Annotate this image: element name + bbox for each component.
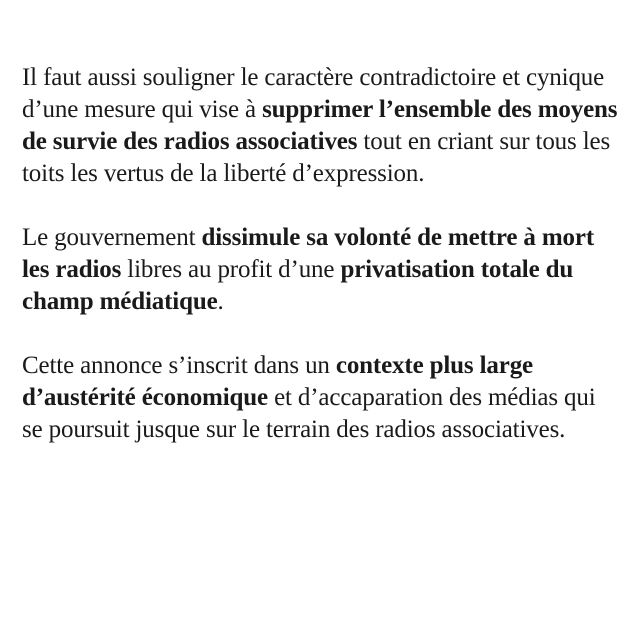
paragraph-text: libres au profit d’une: [121, 256, 341, 283]
emphasis-text: contexte plus large d’austérité économique: [22, 352, 533, 411]
paragraph-text: Il faut aussi souligner le caractère contradictoire et cynique d’une mesure qui vise à: [22, 64, 605, 123]
document-body: [22, 62, 622, 446]
emphasis-text: dissimule sa volonté de mettre à mort les radios: [22, 224, 595, 283]
emphasis-text: supprimer l’ensemble des moyens de survie des radios associatives: [22, 96, 618, 155]
paragraph-text: .: [217, 288, 224, 315]
paragraph-text: Cette annonce s’inscrit dans un: [22, 352, 336, 379]
paragraph-1: [22, 62, 622, 190]
paragraph-text: et d’accaparation des médias qui se poursuit jusque sur le terrain des radios associatives.: [22, 384, 596, 443]
paragraph-text: Le gouvernement: [22, 224, 202, 251]
paragraph-text: tout en criant sur tous les toits les vertus de la liberté d’expression.: [22, 128, 611, 187]
paragraph-2: [22, 222, 622, 318]
emphasis-text: privatisation totale du champ médiatique: [22, 256, 574, 315]
paragraph-3: [22, 350, 622, 446]
